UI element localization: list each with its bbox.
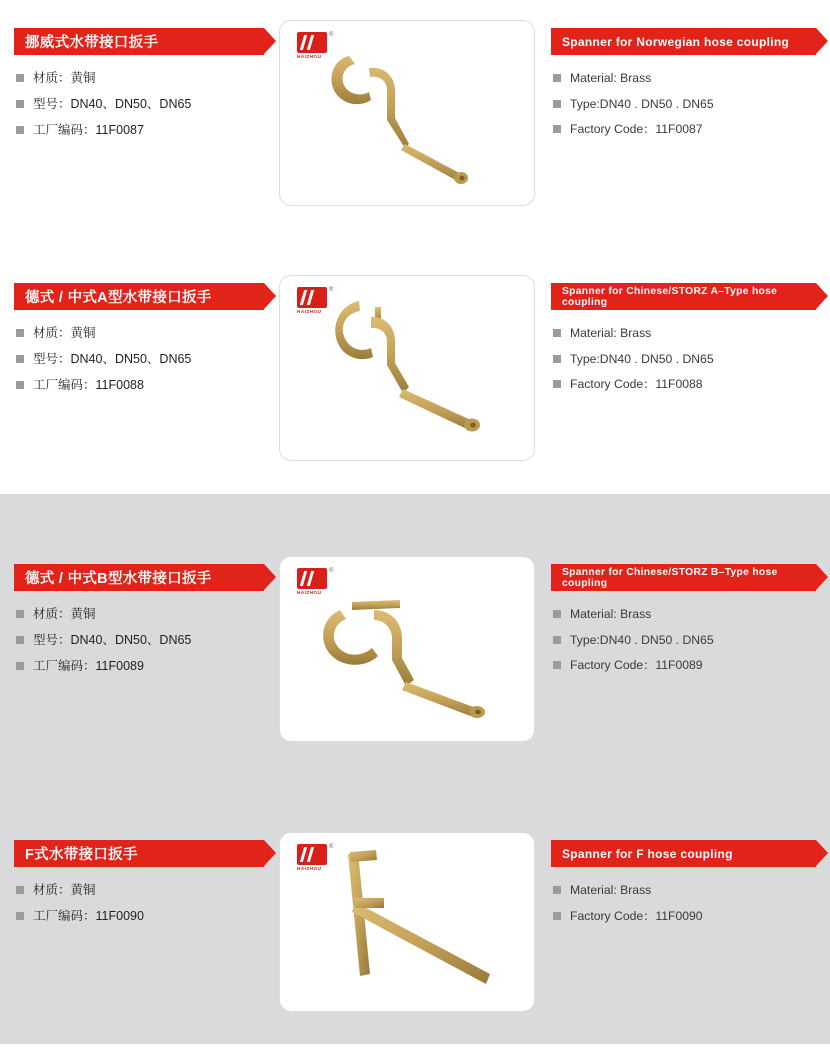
product-image-card — [279, 275, 535, 461]
spec-text: 型号：DN40、DN50、DN65 — [33, 352, 192, 366]
square-bullet-icon — [16, 126, 24, 134]
square-bullet-icon — [16, 74, 24, 82]
brand-name: HAIZHOU — [297, 54, 322, 59]
square-bullet-icon — [553, 661, 561, 669]
storz-b-type-hose-spanner-photo — [280, 557, 534, 741]
spec-item — [553, 71, 816, 86]
spec-list-cn — [14, 326, 264, 393]
spec-text: Factory Code：11F0090 — [570, 908, 703, 923]
product-image-card — [279, 832, 535, 1012]
spec-text: Material: Brass — [570, 71, 652, 85]
spec-text: Material: Brass — [570, 883, 652, 897]
square-bullet-icon — [553, 125, 561, 133]
spec-item — [16, 659, 264, 674]
spec-text: 型号：DN40、DN50、DN65 — [33, 97, 192, 111]
spec-item — [16, 97, 264, 112]
product-card — [0, 265, 830, 495]
product-title-cn: 德式 / 中式A型水带接口扳手 — [14, 283, 264, 310]
spec-text: Factory Code：11F0089 — [570, 658, 703, 673]
spec-list-cn — [14, 883, 264, 924]
spec-item — [16, 123, 264, 138]
spec-item — [553, 377, 816, 392]
spec-text: Type:DN40 . DN50 . DN65 — [570, 632, 714, 647]
product-info-cn — [14, 840, 264, 935]
product-title-en: Spanner for F hose coupling — [551, 840, 816, 867]
spec-item — [16, 352, 264, 367]
square-bullet-icon — [16, 662, 24, 670]
spec-item — [16, 326, 264, 341]
square-bullet-icon — [16, 886, 24, 894]
spec-text: Material: Brass — [570, 607, 652, 621]
spec-item — [16, 883, 264, 898]
product-info-cn — [14, 564, 264, 685]
spec-list-cn — [14, 71, 264, 138]
registered-mark: ® — [329, 287, 334, 293]
square-bullet-icon — [16, 100, 24, 108]
spec-text: Factory Code：11F0088 — [570, 377, 703, 392]
spec-text: 工厂编码：11F0087 — [33, 123, 144, 137]
spec-item — [16, 71, 264, 86]
spec-item — [16, 633, 264, 648]
spec-text: Type:DN40 . DN50 . DN65 — [570, 96, 714, 111]
spec-text: Factory Code：11F0087 — [570, 122, 703, 137]
spec-text: 工厂编码：11F0089 — [33, 659, 144, 673]
spec-item — [553, 122, 816, 137]
square-bullet-icon — [16, 329, 24, 337]
square-bullet-icon — [553, 912, 561, 920]
square-bullet-icon — [553, 380, 561, 388]
product-image-card — [279, 556, 535, 742]
norwegian-hose-spanner-photo — [280, 21, 534, 205]
registered-mark: ® — [329, 844, 334, 850]
spec-item — [553, 326, 816, 341]
spec-list-en — [551, 326, 816, 392]
square-bullet-icon — [553, 74, 561, 82]
f-type-hose-spanner-photo — [280, 833, 534, 1011]
registered-mark: ® — [329, 32, 334, 38]
spec-text: 材质：黄铜 — [33, 883, 96, 897]
product-info-en — [551, 28, 816, 148]
spec-text: 型号：DN40、DN50、DN65 — [33, 633, 192, 647]
square-bullet-icon — [553, 610, 561, 618]
square-bullet-icon — [16, 610, 24, 618]
product-title-en: Spanner for Chinese/STORZ B–Type hose coupling — [551, 564, 816, 591]
square-bullet-icon — [553, 100, 561, 108]
spec-list-en — [551, 71, 816, 137]
product-title-en: Spanner for Norwegian hose coupling — [551, 28, 816, 55]
product-title-en: Spanner for Chinese/STORZ A–Type hose coupling — [551, 283, 816, 310]
spec-item — [16, 607, 264, 622]
spec-item — [553, 97, 816, 112]
spec-list-cn — [14, 607, 264, 674]
product-card — [0, 10, 830, 240]
product-info-en — [551, 283, 816, 403]
spec-item — [553, 909, 816, 924]
spec-item — [553, 633, 816, 648]
spec-text: Type:DN40 . DN50 . DN65 — [570, 351, 714, 366]
square-bullet-icon — [553, 329, 561, 337]
square-bullet-icon — [16, 355, 24, 363]
spec-list-en — [551, 883, 816, 923]
product-info-cn — [14, 283, 264, 404]
spec-item — [553, 658, 816, 673]
product-info-cn — [14, 28, 264, 149]
spec-text: 材质：黄铜 — [33, 71, 96, 85]
spec-item — [553, 607, 816, 622]
spec-list-en — [551, 607, 816, 673]
square-bullet-icon — [553, 636, 561, 644]
product-card — [0, 546, 830, 776]
brand-name: HAIZHOU — [297, 590, 322, 595]
product-image-card — [279, 20, 535, 206]
product-title-cn: 挪威式水带接口扳手 — [14, 28, 264, 55]
spec-text: 工厂编码：11F0088 — [33, 378, 144, 392]
spec-text: Material: Brass — [570, 326, 652, 340]
brand-name: HAIZHOU — [297, 309, 322, 314]
square-bullet-icon — [16, 381, 24, 389]
spec-item — [16, 909, 264, 924]
spec-item — [553, 352, 816, 367]
spec-text: 材质：黄铜 — [33, 607, 96, 621]
spec-item — [553, 883, 816, 898]
product-title-cn: 德式 / 中式B型水带接口扳手 — [14, 564, 264, 591]
product-title-cn: F式水带接口扳手 — [14, 840, 264, 867]
brand-name: HAIZHOU — [297, 866, 322, 871]
registered-mark: ® — [329, 568, 334, 574]
spec-text: 工厂编码：11F0090 — [33, 909, 144, 923]
storz-a-type-hose-spanner-photo — [280, 276, 534, 460]
spec-text: 材质：黄铜 — [33, 326, 96, 340]
product-info-en — [551, 840, 816, 934]
square-bullet-icon — [16, 636, 24, 644]
square-bullet-icon — [553, 355, 561, 363]
product-card — [0, 822, 830, 1052]
spec-item — [16, 378, 264, 393]
product-info-en — [551, 564, 816, 684]
square-bullet-icon — [16, 912, 24, 920]
square-bullet-icon — [553, 886, 561, 894]
